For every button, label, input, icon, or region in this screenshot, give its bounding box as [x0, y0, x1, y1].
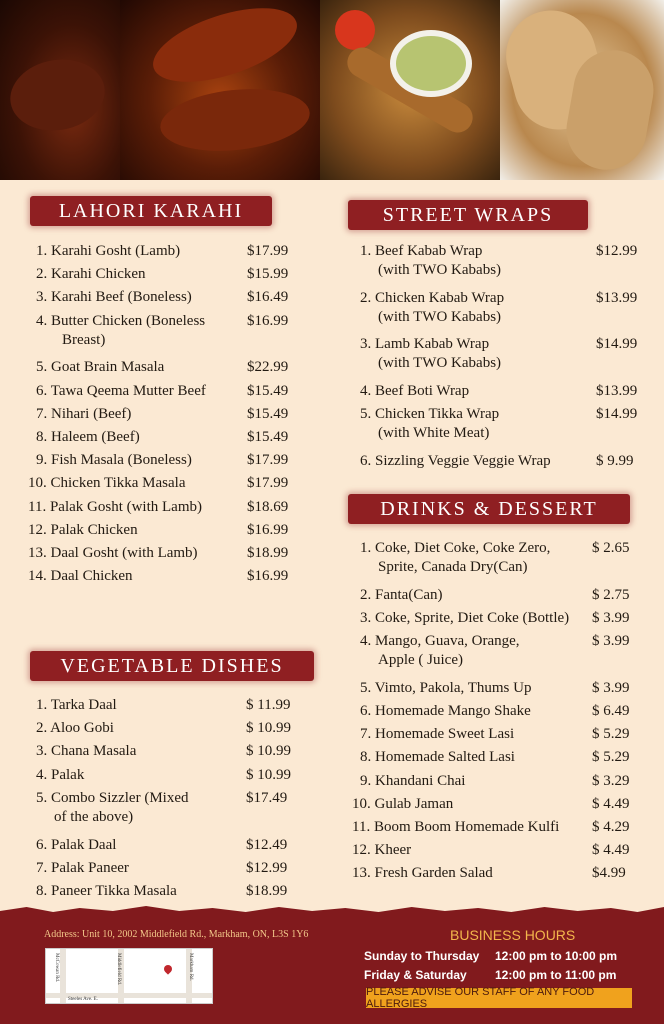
- hours-days: Sunday to Thursday: [364, 949, 480, 963]
- menu-item-name: 3. Chana Masala: [36, 743, 137, 760]
- menu-item-price: $ 5.29: [592, 749, 630, 766]
- header-photo-strip: [0, 0, 664, 180]
- menu-item-name: 9. Khandani Chai: [360, 772, 466, 789]
- menu-item-price: $ 11.99: [246, 697, 291, 713]
- menu-item-price: $17.99: [247, 243, 289, 259]
- location-map: [45, 948, 213, 1004]
- menu-item-name: 1. Tarka Daal: [36, 697, 117, 713]
- menu-item-name: 7. Homemade Sweet Lasi: [360, 726, 515, 743]
- menu-item-name: 6. Homemade Mango Shake: [360, 703, 531, 719]
- grilled-chicken-photo: [0, 0, 120, 180]
- menu-item-price: $ 3.99: [592, 679, 630, 696]
- menu-item-name: 4. Palak: [36, 766, 85, 783]
- menu-item-name: 5. Vimto, Pakola, Thums Up: [360, 679, 532, 696]
- menu-item-name: 8. Haleem (Beef): [36, 428, 140, 445]
- menu-item-name: 2. Karahi Chicken: [36, 266, 146, 283]
- menu-item-price: $15.49: [247, 382, 289, 399]
- menu-item-price: $ 9.99: [596, 453, 634, 469]
- menu-item-name: 7. Nihari (Beef): [36, 405, 132, 422]
- menu-item-price: $13.99: [596, 289, 638, 306]
- menu-item-name: 5. Chicken Tikka Wrap (with White Meat): [360, 406, 500, 442]
- menu-item-price: $ 3.99: [592, 609, 630, 626]
- menu-item-price: $ 5.29: [592, 726, 630, 743]
- menu-item-price: $17.99: [247, 475, 289, 492]
- menu-item-name: 3. Lamb Kabab Wrap (with TWO Kababs): [360, 336, 502, 372]
- menu-item-name: 12. Kheer: [352, 842, 412, 859]
- menu-item-price: $18.99: [247, 544, 289, 561]
- menu-item-price: $12.99: [596, 243, 638, 259]
- menu-item-price: $14.99: [596, 406, 638, 423]
- business-hours-title: BUSINESS HOURS: [450, 927, 576, 943]
- menu-item-name: 5. Combo Sizzler (Mixed of the above): [36, 789, 189, 825]
- menu-item-price: $15.49: [247, 428, 289, 445]
- menu-item-price: $18.99: [246, 882, 288, 899]
- menu-item-name: 12. Palak Chicken: [28, 521, 138, 538]
- allergy-notice: PLEASE ADVISE OUR STAFF OF ANY FOOD ALLERGIES: [366, 988, 632, 1008]
- menu-item-name: 9. Fish Masala (Boneless): [36, 452, 192, 469]
- menu-item-name: 11. Boom Boom Homemade Kulfi: [352, 819, 560, 835]
- menu-item-price: $ 4.49: [592, 842, 630, 859]
- hours-time: 12:00 pm to 11:00 pm: [495, 968, 617, 982]
- menu-item-name-continued: (with TWO Kababs): [378, 308, 502, 325]
- menu-item-name: 4. Butter Chicken (Boneless Breast): [36, 312, 206, 348]
- menu-item-price: $ 4.29: [592, 819, 630, 835]
- section-title-lahori-karahi: LAHORI KARAHI: [30, 196, 272, 226]
- menu-item-name-continued: Sprite, Canada Dry(Can): [378, 559, 528, 575]
- menu-item-name-continued: (with White Meat): [378, 425, 490, 442]
- menu-item-price: $ 10.99: [246, 766, 291, 783]
- menu-item-name: 4. Beef Boti Wrap: [360, 383, 470, 400]
- location-pin-icon: [162, 963, 173, 974]
- menu-item-name: 2. Fanta(Can): [360, 586, 443, 603]
- menu-item-name: 14. Daal Chicken: [28, 568, 133, 585]
- hours-time: 12:00 pm to 10:00 pm: [495, 949, 618, 963]
- menu-item-price: $13.99: [596, 383, 638, 400]
- menu-item-name: 10. Gulab Jaman: [352, 795, 454, 812]
- menu-item-price: $16.49: [247, 289, 289, 306]
- menu-item-name: 8. Paneer Tikka Masala: [36, 882, 177, 899]
- menu-item-name: 11. Palak Gosht (with Lamb): [28, 498, 203, 515]
- map-label: McCowan Rd.: [54, 953, 59, 983]
- menu-item-name: 13. Fresh Garden Salad: [352, 865, 493, 882]
- seekh-kabab-photo: [320, 0, 500, 180]
- menu-item-price: $22.99: [247, 359, 289, 376]
- map-label: Steeles Ave. E.: [68, 997, 98, 1002]
- menu-item-name: 5. Goat Brain Masala: [36, 359, 165, 376]
- kabab-wrap-photo: [500, 0, 664, 180]
- menu-item-price: $4.99: [592, 865, 626, 882]
- section-title-vegetable-dishes: VEGETABLE DISHES: [30, 651, 314, 681]
- address-text: Address: Unit 10, 2002 Middlefield Rd., Markham, ON, L3S 1Y6: [44, 929, 309, 940]
- menu-item-price: $14.99: [596, 336, 638, 353]
- menu-item-name: 6. Palak Daal: [36, 836, 117, 853]
- menu-item-price: $16.99: [247, 568, 289, 585]
- menu-item-name: 6. Sizzling Veggie Veggie Wrap: [360, 453, 551, 469]
- menu-item-price: $ 2.75: [592, 586, 630, 603]
- hours-days: Friday & Saturday: [364, 968, 467, 982]
- menu-item-price: $ 2.65: [592, 540, 630, 556]
- menu-item-name: 1. Coke, Diet Coke, Coke Zero, Sprite, Canada Dry(Can): [360, 540, 551, 575]
- menu-item-name: 2. Chicken Kabab Wrap (with TWO Kababs): [360, 289, 505, 325]
- menu-item-name: 8. Homemade Salted Lasi: [360, 749, 515, 766]
- section-title-street-wraps: STREET WRAPS: [348, 200, 588, 230]
- menu-item-price: $17.99: [247, 452, 289, 469]
- menu-item-price: $ 3.29: [592, 772, 630, 789]
- menu-item-price: $ 6.49: [592, 703, 630, 719]
- map-label: Middlefield Rd.: [116, 953, 121, 985]
- menu-item-name-continued: (with TWO Kababs): [378, 355, 502, 372]
- menu-item-price: $12.99: [246, 859, 288, 876]
- menu-item-name: 6. Tawa Qeema Mutter Beef: [36, 382, 206, 399]
- menu-item-price: $17.49: [246, 789, 288, 806]
- menu-item-name: 1. Karahi Gosht (Lamb): [36, 243, 181, 259]
- menu-item-name: 4. Mango, Guava, Orange, Apple ( Juice): [360, 633, 520, 669]
- map-label: Markham Rd.: [188, 953, 193, 981]
- menu-item-price: $15.49: [247, 405, 289, 422]
- menu-item-price: $ 3.99: [592, 633, 630, 650]
- section-title-drinks-dessert: DRINKS & DESSERT: [348, 494, 630, 524]
- menu-item-name: 10. Chicken Tikka Masala: [28, 475, 186, 492]
- menu-item-price: $ 4.49: [592, 795, 630, 812]
- menu-item-name: 1. Beef Kabab Wrap (with TWO Kababs): [360, 243, 502, 278]
- menu-item-name: 13. Daal Gosht (with Lamb): [28, 544, 198, 561]
- menu-item-name: 3. Karahi Beef (Boneless): [36, 289, 192, 306]
- menu-item-price: $18.69: [247, 498, 289, 515]
- menu-item-name-continued: of the above): [54, 808, 134, 825]
- tandoori-chicken-photo: [120, 0, 320, 180]
- menu-item-name-continued: Breast): [62, 331, 106, 348]
- menu-item-price: $12.49: [246, 836, 288, 853]
- menu-item-name: 2. Aloo Gobi: [36, 720, 114, 737]
- menu-item-price: $15.99: [247, 266, 289, 283]
- menu-item-price: $16.99: [247, 521, 289, 538]
- menu-item-name: 3. Coke, Sprite, Diet Coke (Bottle): [360, 609, 570, 626]
- menu-item-price: $ 10.99: [246, 743, 291, 760]
- menu-item-name-continued: (with TWO Kababs): [378, 262, 502, 278]
- menu-item-name-continued: Apple ( Juice): [378, 652, 463, 669]
- menu-item-name: 7. Palak Paneer: [36, 859, 129, 876]
- menu-item-price: $16.99: [247, 312, 289, 329]
- menu-item-price: $ 10.99: [246, 720, 291, 737]
